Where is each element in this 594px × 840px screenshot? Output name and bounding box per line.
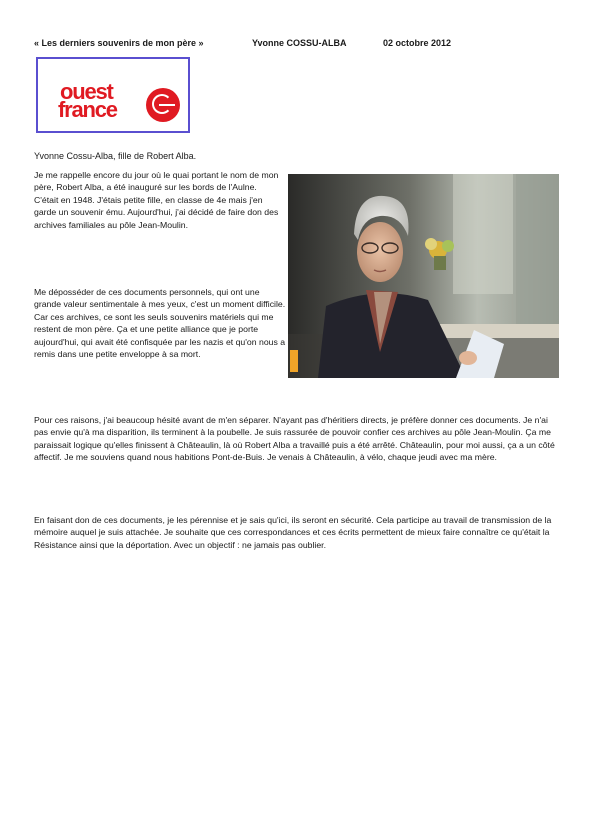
logo-word-ouest: ouest xyxy=(60,79,113,104)
logo-emblem-icon xyxy=(146,88,180,122)
paragraph-1: Je me rappelle encore du jour où le quai portant le nom de mon père, Robert Alba, a été inauguré sur les bords de l'Aulne. C'était en 1948. J'étais petite fille, en classe de 4e mais j'en garde un souvenir ému. Aujourd'hui, j'ai décidé de faire don des archives familiales au pôle Jean-Moulin. xyxy=(34,170,279,230)
portrait-photo xyxy=(288,174,559,378)
logo-word-france: france xyxy=(58,97,117,122)
paragraph-3: Pour ces raisons, j'ai beaucoup hésité avant de m'en séparer. N'ayant pas d'héritiers directs, je préfère donner ces documents. Je n'ai pas envie qu'à ma disparition, ils terminent à la poubelle. Je suis rassurée de pouvoir confier ces archives au pôle Jean-Moulin. Ça me paraissait logique qu'elles finissent à Châteaulin, là où Robert Alba a travaillé puis a été arrêté. Châteaulin, pour moi aussi, ça a un côté affectif. Je me souviens quand nous habitions Pont-de-Buis. Je venais à Châteaulin, à vélo, chaque jeudi avec ma mère. xyxy=(34,415,555,463)
article-date: 02 octobre 2012 xyxy=(383,38,452,48)
ouest-france-logo xyxy=(36,57,190,133)
photo-caption: Yvonne Cossu-Alba, fille de Robert Alba. xyxy=(34,151,197,161)
paragraph-2: Me déposséder de ces documents personnels, qui ont une grande valeur sentimentale à mes yeux, c'est un moment difficile. Car ces archives, ce sont les seuls souvenirs matériels qui me restent de mon père. Ça et une petite alliance que je porte aujourd'hui, qui avait été confisquée par les nazis et qu'on nous a remis dans une petite enveloppe à sa mort. xyxy=(34,287,286,360)
article-title: « Les derniers souvenirs de mon père » xyxy=(34,38,204,48)
article-author: Yvonne COSSU-ALBA xyxy=(252,38,347,48)
paragraph-4: En faisant don de ces documents, je les pérennise et je sais qu'ici, ils seront en sécurité. Cela participe au travail de transmission de la mémoire auquel je suis attachée. Je souhaite que ces correspondances et ces écrits permettent de mieux faire connaître ce qu'était la Résistance ainsi que la déportation. Avec un objectif : ne jamais pas oublier. xyxy=(34,515,552,550)
